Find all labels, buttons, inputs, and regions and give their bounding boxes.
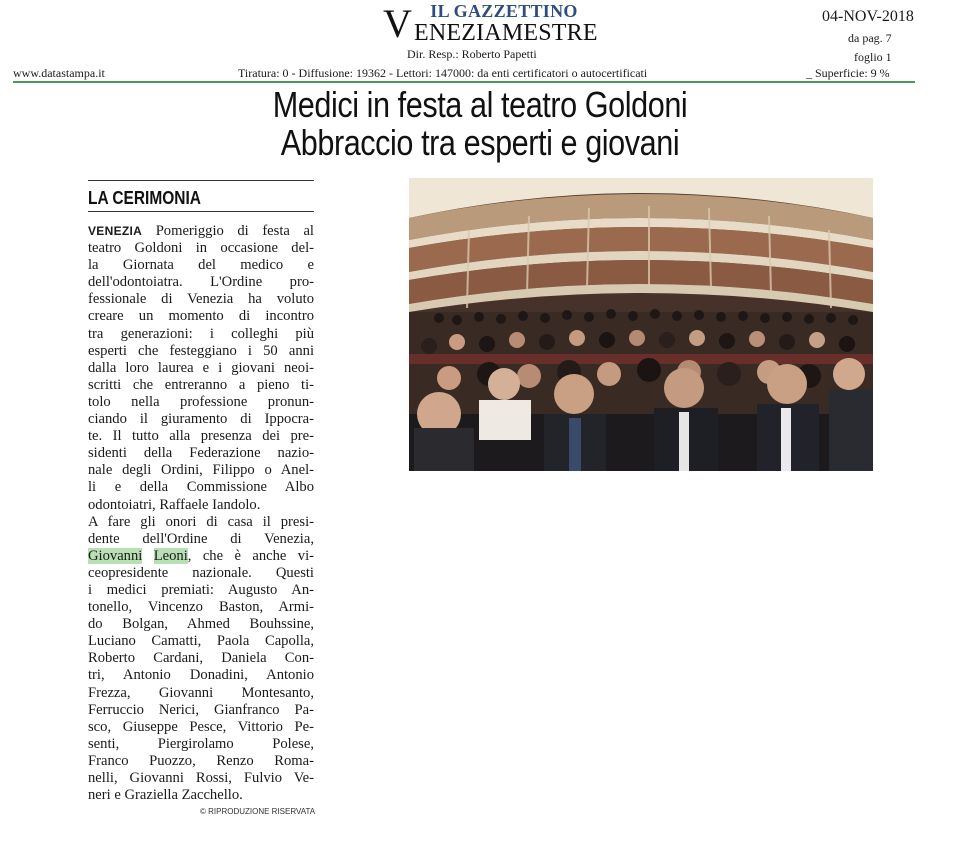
headline-line-2: Abbraccio tra esperti e giovani [280, 122, 680, 163]
body-line: Ferruccio Nerici, Gianfranco Pa- [88, 701, 314, 718]
body-line: tolo nella professione pronun- [88, 393, 314, 410]
body-line: Frezza, Giovanni Montesanto, [88, 684, 314, 701]
body-line: scritti che entreranno a pieno ti- [88, 376, 314, 393]
source-website: www.datastampa.it [13, 66, 105, 80]
column-top-rule [88, 180, 314, 181]
body-line: nelli, Giovanni Rossi, Fulvio Ve- [88, 770, 314, 786]
theatre-photo [409, 178, 873, 471]
body-line: i medici premiati: Augusto An- [88, 581, 314, 598]
edition-initial: V [383, 1, 412, 46]
article-headline [242, 86, 718, 162]
dateline: VENEZIA [88, 224, 143, 238]
body-line: ceopresidente nazionale. Questi [88, 564, 314, 581]
body-line: te. Il tutto alla presenza dei pre- [88, 428, 314, 445]
body-line-tail: , che è anche vi- [187, 547, 314, 564]
body-line: Pomeriggio di festa al [142, 223, 314, 239]
highlighted-name-first: Giovanni [88, 547, 143, 564]
director-line: Dir. Resp.: Roberto Papetti [407, 47, 537, 61]
body-line: sidenti della Federazione nazio- [88, 445, 314, 462]
body-line: esperti che festeggiano i 50 anni [88, 342, 314, 359]
publication-date: 04-NOV-2018 [822, 8, 914, 25]
body-line-highlight [88, 548, 314, 565]
body-line: do Bolgan, Ahmed Bouhssine, [88, 616, 314, 633]
body-line: senti, Piergirolamo Polese, [88, 735, 314, 752]
body-line: ciando il giuramento di Ippocra- [88, 411, 314, 428]
kicker-rule [88, 211, 314, 212]
body-line: Luciano Camatti, Paola Capolla, [88, 633, 314, 650]
sheet-number: foglio 1 [854, 50, 892, 64]
body-line: dalla loro laurea e i giovani neoi- [88, 359, 314, 376]
body-line: tri, Antonio Donadini, Antonio [88, 667, 314, 684]
body-line: odontoiatri, Raffaele Iandolo. [88, 496, 261, 513]
edition-name: ENEZIAMESTRE [414, 20, 598, 46]
body-line: tonello, Vincenzo Baston, Armi- [88, 599, 314, 616]
body-line: neri e Graziella Zacchello. [88, 787, 243, 804]
body-line: la Giornata del medico e [88, 257, 314, 274]
article-body [88, 223, 314, 804]
highlighted-name-last: Leoni [153, 547, 188, 564]
body-line-first [88, 223, 314, 240]
body-line: dell'odontoiatra. L'Ordine pro- [88, 274, 314, 291]
body-line: dente dell'Ordine di Venezia, [88, 530, 314, 547]
section-kicker: LA CERIMONIA [88, 188, 201, 208]
body-line: li e della Commissione Albo [88, 479, 314, 496]
newspaper-title: IL GAZZETTINO [430, 1, 578, 21]
body-line: Roberto Cardani, Daniela Con- [88, 650, 314, 667]
body-line: fessionale di Venezia ha voluto [88, 291, 314, 308]
body-line: sco, Giuseppe Pesce, Vittorio Pe- [88, 718, 314, 735]
header-divider [13, 81, 915, 83]
body-line: A fare gli onori di casa il presi- [88, 513, 314, 530]
circulation-info: Tiratura: 0 - Diffusione: 19362 - Lettori: 147000: da enti certificatori o autocertificati [238, 66, 648, 80]
theatre-audience-image [409, 178, 873, 471]
body-line: Franco Puozzo, Renzo Roma- [88, 752, 314, 769]
body-line: nale degli Ordini, Filippo o Anel- [88, 462, 314, 479]
body-line: teatro Goldoni in occasione del- [88, 240, 314, 257]
page-reference: da pag. 7 [848, 31, 892, 45]
copyright-notice: © RIPRODUZIONE RISERVATA [200, 807, 316, 816]
body-line: creare un momento di incontro [88, 308, 314, 325]
body-line: tra generazioni: i colleghi più [88, 325, 314, 342]
headline-line-1: Medici in festa al teatro Goldoni [272, 84, 688, 125]
surface-info: _ Superficie: 9 % [806, 66, 890, 80]
